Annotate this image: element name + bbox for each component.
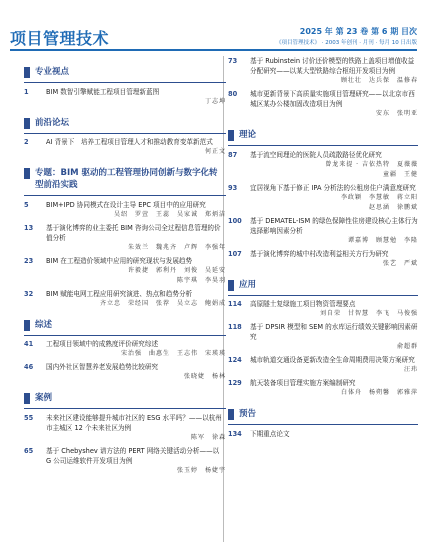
article-title[interactable]: 航天装备项目管理实施方案编制研究 (250, 379, 356, 387)
article-authors: 朱效兰 魏兆齐 卢辉 李强年 (127, 243, 226, 251)
toc-entry[interactable] (228, 249, 418, 269)
issue-subtitle: 《项目管理技术》 · 2003 年创刊 · 月刊 · 每月 10 日出版 (276, 40, 417, 46)
toc-entry[interactable] (24, 200, 226, 220)
page-number: 80 (228, 90, 238, 98)
article-title[interactable]: 高原隧土复绿施工项目物资管理要点 (250, 300, 356, 308)
page-number: 32 (24, 289, 34, 298)
toc-entry[interactable] (24, 256, 226, 286)
section-divider (24, 335, 226, 336)
article-title[interactable]: 基于演化博弈的业主委托 BIM 咨询公司全过程信息管理的价值分析 (46, 223, 221, 242)
toc-entry[interactable] (228, 56, 418, 86)
section-marker-icon (24, 118, 30, 129)
article-authors: 陈军 徐森 (190, 433, 226, 441)
section-title: 前沿论坛 (35, 117, 70, 128)
toc-entry[interactable] (228, 378, 418, 398)
toc-entry[interactable] (24, 413, 226, 443)
article-authors: 赵思涵 徐鹏斌 (368, 203, 418, 211)
section-header (24, 319, 226, 331)
section-marker-icon (24, 67, 30, 78)
page-number: 114 (228, 300, 242, 308)
article-title[interactable]: 基于 DEMATEL-ISM 的绿色保障性住房建设核心主体行为选择影响因素分析 (250, 216, 418, 235)
toc-right-column (228, 56, 418, 442)
article-authors: 顾壮壮 达兵保 温修春 (340, 77, 418, 84)
page-number: 73 (228, 57, 238, 65)
section-marker-icon (228, 409, 234, 420)
page-number: 5 (24, 200, 29, 209)
section-divider (228, 295, 418, 296)
article-title[interactable]: 下期重点论文 (250, 429, 290, 438)
toc-entry[interactable] (24, 446, 226, 476)
section-marker-icon (24, 168, 30, 179)
section-title: 理论 (239, 130, 257, 140)
article-title[interactable]: 城市更新背景下高质量实施项目管理研究——以北京市西城区某办公楼加固改造项目为例 (250, 90, 415, 108)
page-number: 124 (228, 356, 242, 364)
section-marker-icon (228, 280, 234, 291)
article-title[interactable]: 基于 DPSIR 模型和 SEM 的水库运行绩效关键影响因素研究 (250, 323, 418, 341)
section-title: 专题：BIM 驱动的工程管理协同创新与数字化转型前沿实践 (35, 168, 218, 190)
article-title[interactable]: 基于演化博弈的城中村改造利益相关方行为研究 (250, 249, 389, 258)
page-number: 46 (24, 363, 34, 371)
section-title: 综述 (35, 319, 53, 330)
toc-entry[interactable] (24, 289, 226, 309)
section-divider (24, 408, 226, 409)
toc-entry[interactable] (228, 89, 418, 119)
section-header (228, 408, 418, 420)
journal-logo: 项目管理技术 (10, 29, 110, 48)
page-number: 100 (228, 216, 242, 225)
article-authors: 许毅捷 郭利丹 刘俊 吴延安 (127, 266, 226, 274)
section-marker-icon (24, 320, 30, 331)
toc-entry[interactable] (228, 299, 418, 319)
section-title: 应用 (239, 279, 257, 290)
section-title: 专业视点 (35, 67, 70, 77)
article-title[interactable]: 基于 Rubinstein 讨价还价模型的铁路上盖项目增值收益分配研究——以某大型铁路综合枢纽开发项目为例 (250, 57, 415, 75)
article-title[interactable]: BIM 在工程造价领域中应用的研究现状与发展趋势 (46, 256, 193, 265)
article-title[interactable]: BIM+IPD 协同模式在设计主导 EPC 项目中的应用研究 (46, 200, 206, 209)
section-header (24, 167, 226, 191)
article-authors: 齐立忠 荣经国 张荐 吴立志 鲍娟成 (99, 299, 226, 307)
article-title[interactable]: 工程项目领域中的成熟度评价研究综述 (46, 340, 159, 348)
section-divider (228, 145, 418, 146)
article-authors: 俞超群 (396, 343, 418, 350)
toc-entry[interactable] (24, 339, 226, 359)
article-title[interactable]: 城市轨道交通设备更新改造全生命周期费用决策方案研究 (250, 356, 415, 364)
article-authors: 张玉婷 杨婕宇 (176, 466, 226, 474)
article-authors: 白体舟 杨朔馨 郭雅萍 (340, 389, 418, 396)
toc-entry[interactable] (228, 429, 418, 439)
page-number: 107 (228, 249, 242, 258)
article-authors: 李政颖 李慧敏 蒋立阳 (340, 193, 418, 201)
page-number: 118 (228, 323, 242, 331)
page-number: 13 (24, 223, 34, 232)
page-number: 65 (24, 446, 34, 455)
toc-entry[interactable] (228, 216, 418, 246)
section-divider (24, 133, 226, 134)
section-header (24, 392, 226, 404)
article-authors: 何正文 (204, 148, 226, 155)
article-authors: 曾龙来提 · 吉依热特 夏薇薇 (325, 160, 418, 168)
section-divider (24, 82, 226, 83)
page-number: 2 (24, 138, 29, 146)
toc-entry[interactable] (24, 137, 226, 157)
page-number: 87 (228, 150, 238, 159)
page-number: 134 (228, 429, 242, 438)
article-title[interactable]: BIM 数智引擎赋能工程项目管理新蓝图 (46, 87, 160, 96)
toc-entry[interactable] (228, 355, 418, 375)
section-marker-icon (228, 130, 234, 141)
toc-left-column (24, 56, 226, 479)
section-divider (228, 424, 418, 425)
article-authors: 刘自荣 甘智慧 李飞 马俊强 (319, 310, 418, 317)
article-authors: 陈宇琪 李昊羽 (176, 276, 226, 284)
section-header (24, 117, 226, 129)
article-title[interactable]: 宜居视角下基于修正 IPA 分析法的公租房住户满意度研究 (250, 183, 416, 192)
page-number: 129 (228, 379, 242, 387)
article-authors: 汪玮 (403, 366, 418, 373)
toc-entry[interactable] (228, 322, 418, 352)
toc-entry[interactable] (24, 87, 226, 107)
section-title: 案例 (35, 393, 53, 403)
article-title[interactable]: BIM 赋能电网工程应用研究演进、热点和趋势分析 (46, 289, 193, 298)
article-authors: 张晓婕 杨林 (183, 373, 226, 380)
section-marker-icon (24, 393, 30, 404)
article-authors: 张艺 严斌 (382, 259, 418, 267)
page-number: 1 (24, 87, 29, 96)
section-divider (24, 195, 226, 196)
toc-entry[interactable] (228, 183, 418, 213)
header-divider (10, 49, 417, 51)
article-authors: 安东 张明亚 (375, 110, 418, 117)
article-title[interactable]: 国内外社区智慧养老发展趋势比较研究 (46, 363, 159, 371)
issue-info: 2025 年 第 23 卷 第 6 期 目次 (299, 27, 417, 36)
article-authors: 丁志坤 (204, 97, 226, 105)
article-authors: 吴绍 罗萱 王蕊 吴家诚 郑炳洁 (113, 210, 226, 218)
article-title[interactable]: AI 背景下 培养工程项目管理人才和推动教育变革新范式 (46, 138, 213, 146)
section-title: 预告 (239, 409, 257, 419)
toc-entry[interactable] (24, 223, 226, 253)
toc-entry[interactable] (24, 362, 226, 382)
section-header (24, 66, 226, 78)
section-header (228, 279, 418, 291)
article-authors: 童疆 王健 (382, 170, 418, 178)
article-title[interactable]: 未来社区建设能够提升城市社区的 ESG 水平吗？——以杭州市主城区 12 个未来社区为例 (46, 413, 222, 432)
article-title[interactable]: 基于 Chebyshev 谱方法的 PERT 网络关键活动分析——以 G 公司运维软件开发项目为例 (46, 446, 220, 465)
article-title[interactable]: 基于流空间理论的医院人员疏散路径优化研究 (250, 150, 382, 159)
article-authors: 谭嘉博 顾慧勉 李隆 (347, 236, 418, 244)
page-number: 23 (24, 256, 34, 265)
toc-entry[interactable] (228, 150, 418, 180)
article-authors: 宋治强 曲惠生 王志伟 宋瑛瑛 (120, 350, 226, 357)
page-number: 93 (228, 183, 238, 192)
section-header (228, 129, 418, 141)
page-number: 41 (24, 340, 34, 348)
page-number: 55 (24, 413, 34, 422)
journal-header (0, 0, 427, 52)
